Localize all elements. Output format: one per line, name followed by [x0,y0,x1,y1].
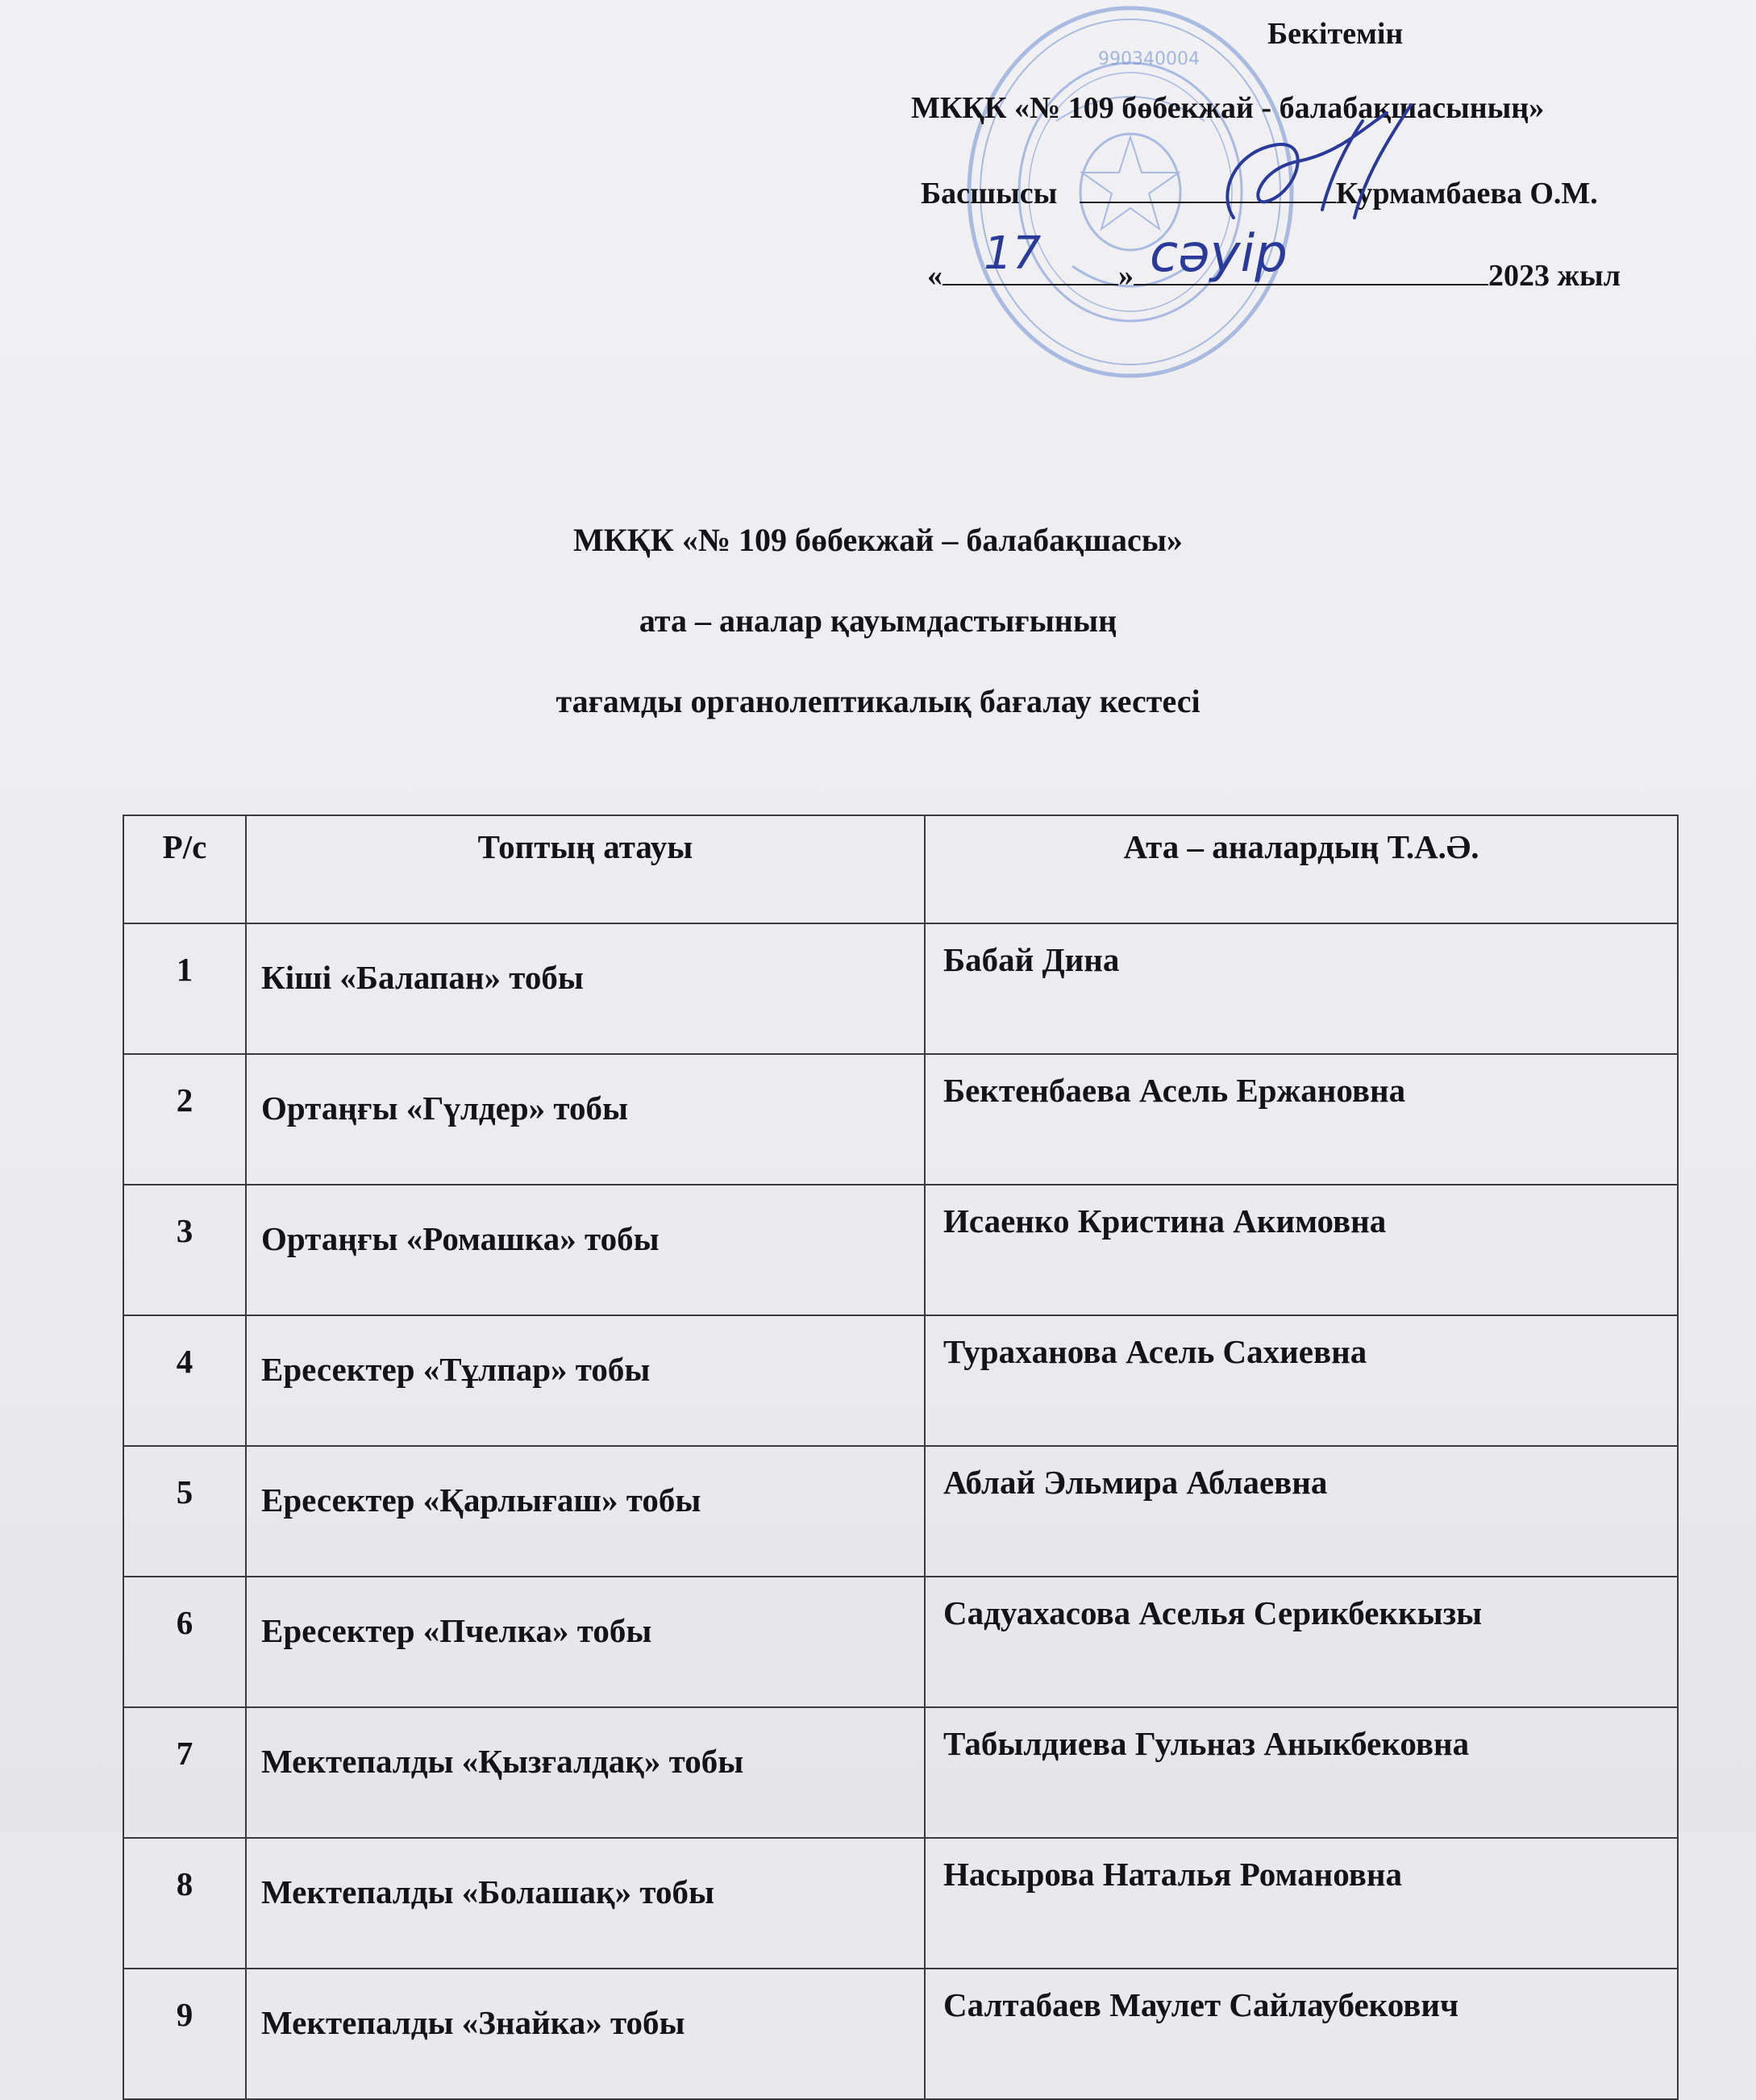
row-number: 6 [123,1577,246,1707]
title-line-3: тағамды органолептикалық бағалау кестесі [556,683,1200,719]
row-number: 3 [123,1185,246,1315]
table-row [123,1838,1678,1969]
row-number: 7 [123,1707,246,1838]
title-line-2: ата – аналар қауымдастығының [639,602,1117,639]
head-name: Курмамбаева О.М. [1335,177,1598,210]
row-parent: Турахaнова Асель Сахиевна [925,1315,1678,1446]
header-number: Р/с [123,815,246,923]
row-group: Ортаңғы «Ромашка» тобы [246,1185,925,1315]
row-group: Ортаңғы «Гүлдер» тобы [246,1054,925,1185]
row-number: 8 [123,1838,246,1969]
row-group: Мектепалды «Болашақ» тобы [246,1838,925,1969]
handwritten-day: 17 [984,227,1042,280]
date-close-quote: » [1118,259,1134,293]
row-number: 5 [123,1446,246,1577]
stamp-number-text: 990340004 [1098,49,1200,69]
row-group: Мектепалды «Қызғалдақ» тобы [246,1707,925,1838]
row-group: Мектепалды «Знайка» тобы [246,1969,925,2099]
row-parent: Насырова Наталья Романовна [925,1838,1678,1969]
row-number: 4 [123,1315,246,1446]
row-parent: Салтабаев Маулет Сайлаубекович [925,1969,1678,2099]
row-parent: Бабай Дина [925,923,1678,1054]
header-group-name: Топтың атауы [246,815,925,923]
table-row [123,923,1678,1054]
header-parent-name: Ата – аналардың Т.А.Ә. [925,815,1678,923]
handwritten-signature [1201,97,1443,258]
approval-organization: МКҚК «№ 109 бөбекжай - балабақшасының» [911,91,1545,125]
row-parent: Садуахасова Аселья Серикбеккызы [925,1577,1678,1707]
row-parent: Исаенко Кристина Акимовна [925,1185,1678,1315]
date-year: 2023 жыл [1488,259,1621,293]
row-parent: Бектенбаева Асель Ержановна [925,1054,1678,1185]
head-label: Басшысы [921,177,1058,210]
approval-title: Бекітемін [1267,17,1404,51]
parents-table [123,815,1679,2100]
table-row [123,1054,1678,1185]
row-group: Ересектер «Пчелка» тобы [246,1577,925,1707]
document-title [0,500,1756,742]
table-header-row [123,815,1678,923]
table-row [123,1315,1678,1446]
row-number: 9 [123,1969,246,2099]
parents-table-wrap [123,815,1677,2100]
row-number: 2 [123,1054,246,1185]
date-open-quote: « [927,259,942,293]
row-parent: Табылдиева Гульназ Аныкбековна [925,1707,1678,1838]
row-number: 1 [123,923,246,1054]
table-row [123,1577,1678,1707]
table-row [123,1185,1678,1315]
table-row [123,1446,1678,1577]
row-group: Ересектер «Тұлпар» тобы [246,1315,925,1446]
table-row [123,1707,1678,1838]
title-line-1: МКҚК «№ 109 бөбекжай – балабақшасы» [573,522,1183,558]
table-row [123,1969,1678,2099]
handwritten-month: сәуір [1150,224,1288,284]
row-group: Кіші «Балапан» тобы [246,923,925,1054]
row-group: Ересектер «Қарлығаш» тобы [246,1446,925,1577]
row-parent: Аблай Эльмира Аблаевна [925,1446,1678,1577]
